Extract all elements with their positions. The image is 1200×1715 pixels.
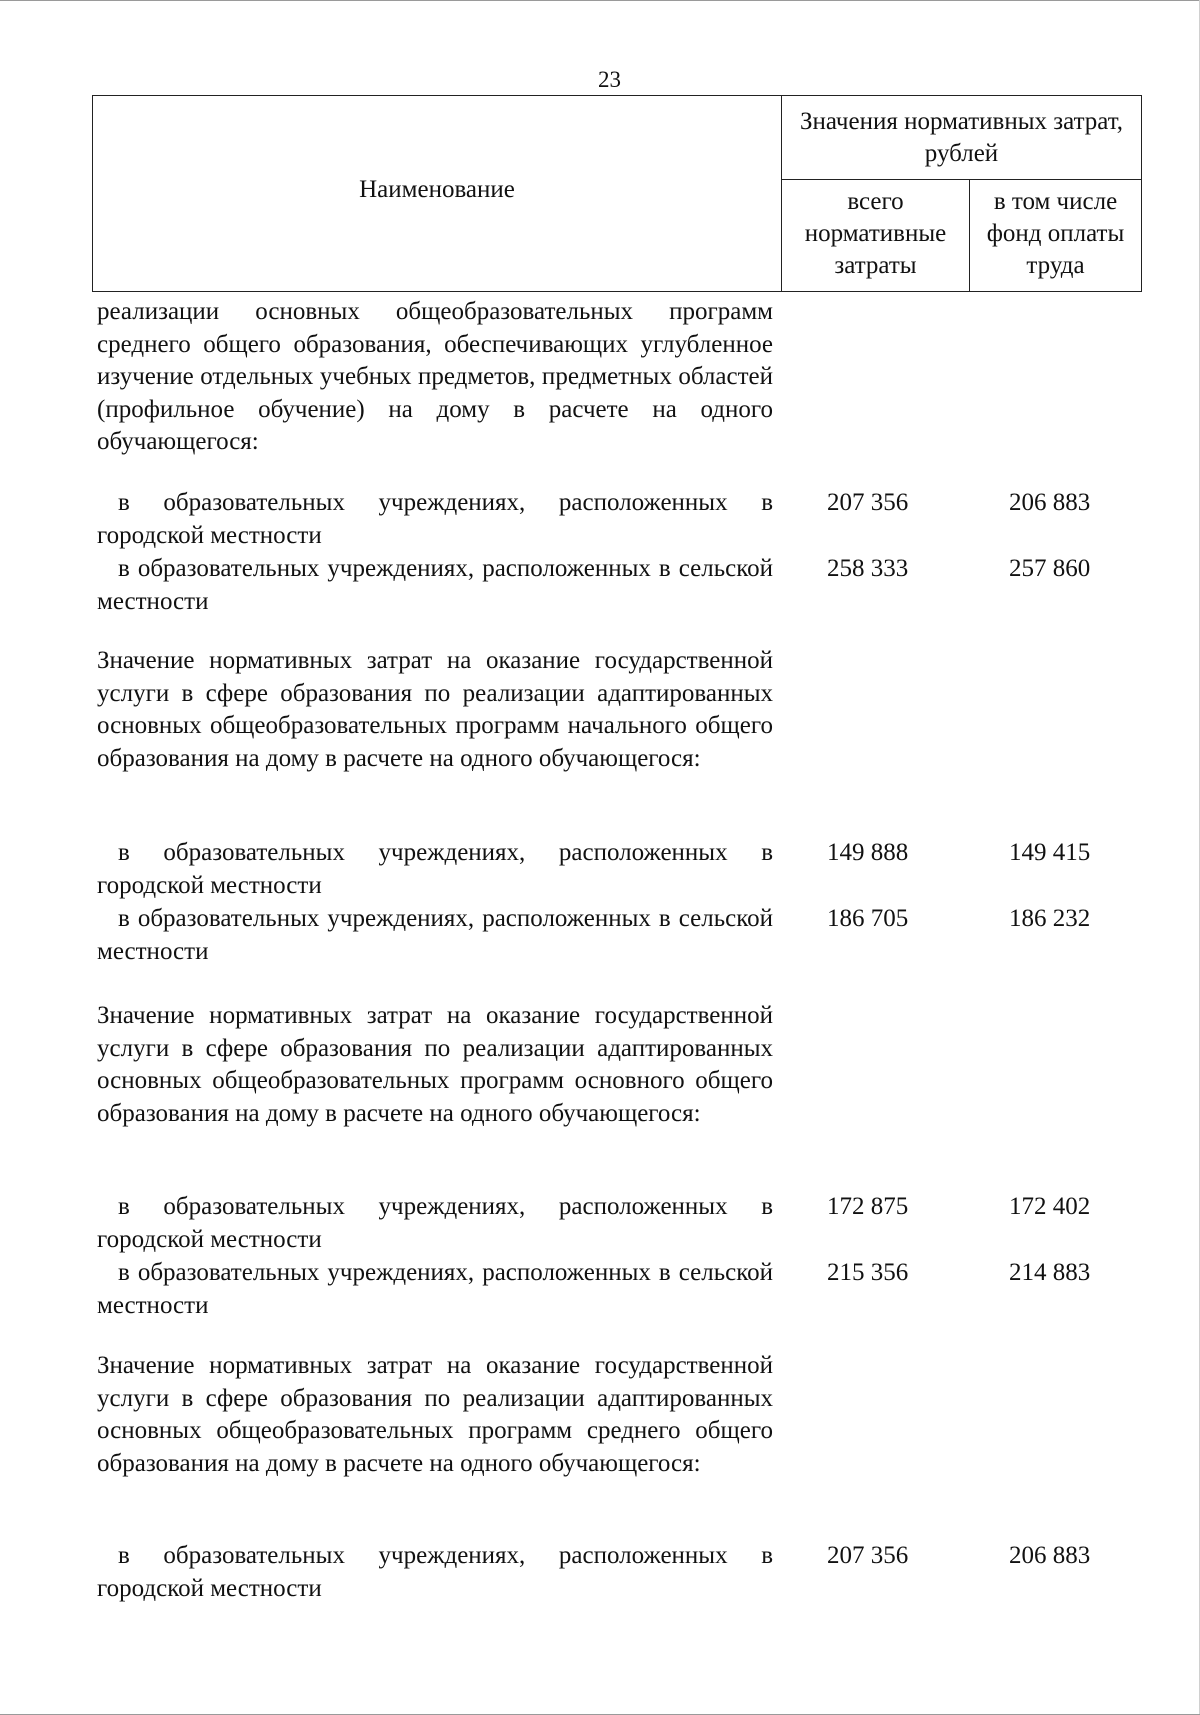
row-total-value: 172 875 <box>827 1193 909 1220</box>
header-values-group: Значения нормативных затрат, рублей <box>782 96 1141 180</box>
row-payroll-value: 172 402 <box>1009 1193 1091 1220</box>
row-label: в образовательных учреждениях, расположенных в городской местности <box>97 1542 773 1602</box>
row-label: в образовательных учреждениях, расположенных в сельской местности <box>97 555 773 615</box>
section-heading: Значение нормативных затрат на оказание государственной услуги в сфере образования по реализации адаптированных основных общеобразовательных программ среднего общего образования на дому в расчете на одного обучающегося: <box>97 1352 773 1477</box>
row-payroll-value: 214 883 <box>1009 1259 1091 1286</box>
header-name-label: Наименование <box>359 176 515 203</box>
row-label: в образовательных учреждениях, расположенных в городской местности <box>97 1193 773 1253</box>
row-payroll-value: 186 232 <box>1009 905 1091 932</box>
table-header <box>92 95 1142 292</box>
row-payroll-value: 149 415 <box>1009 839 1091 866</box>
row-label: в образовательных учреждениях, расположенных в сельской местности <box>97 1259 773 1319</box>
row-total-value: 186 705 <box>827 905 909 932</box>
continuation-paragraph: реализации основных общеобразовательных программ среднего общего образования, обеспечивающих углубленное изучение отдельных учебных предметов, предметных областей (профильное обучение) на дому в расчете на одного обучающегося: <box>97 298 773 455</box>
scan-edge-top <box>0 0 1200 1</box>
section-heading: Значение нормативных затрат на оказание государственной услуги в сфере образования по реализации адаптированных основных общеобразовательных программ начального общего образования на дому в расчете на одного обучающегося: <box>97 647 773 772</box>
row-payroll-value: 206 883 <box>1009 1542 1091 1569</box>
row-payroll-value: 206 883 <box>1009 489 1091 516</box>
row-total-value: 258 333 <box>827 555 909 582</box>
section-heading: Значение нормативных затрат на оказание государственной услуги в сфере образования по реализации адаптированных основных общеобразовательных программ основного общего образования на дому в расчете на одного обучающегося: <box>97 1002 773 1127</box>
row-label: в образовательных учреждениях, расположенных в сельской местности <box>97 905 773 965</box>
row-payroll-value: 257 860 <box>1009 555 1091 582</box>
header-total-column: всего нормативные затраты <box>782 180 970 291</box>
row-label: в образовательных учреждениях, расположенных в городской местности <box>97 489 773 549</box>
row-total-value: 149 888 <box>827 839 909 866</box>
header-payroll-column: в том числе фонд оплаты труда <box>986 188 1125 279</box>
header-name-column <box>93 96 782 291</box>
row-total-value: 215 356 <box>827 1259 909 1286</box>
row-total-value: 207 356 <box>827 1542 909 1569</box>
page-number: 23 <box>598 67 621 92</box>
row-label: в образовательных учреждениях, расположенных в городской местности <box>97 839 773 899</box>
row-total-value: 207 356 <box>827 489 909 516</box>
